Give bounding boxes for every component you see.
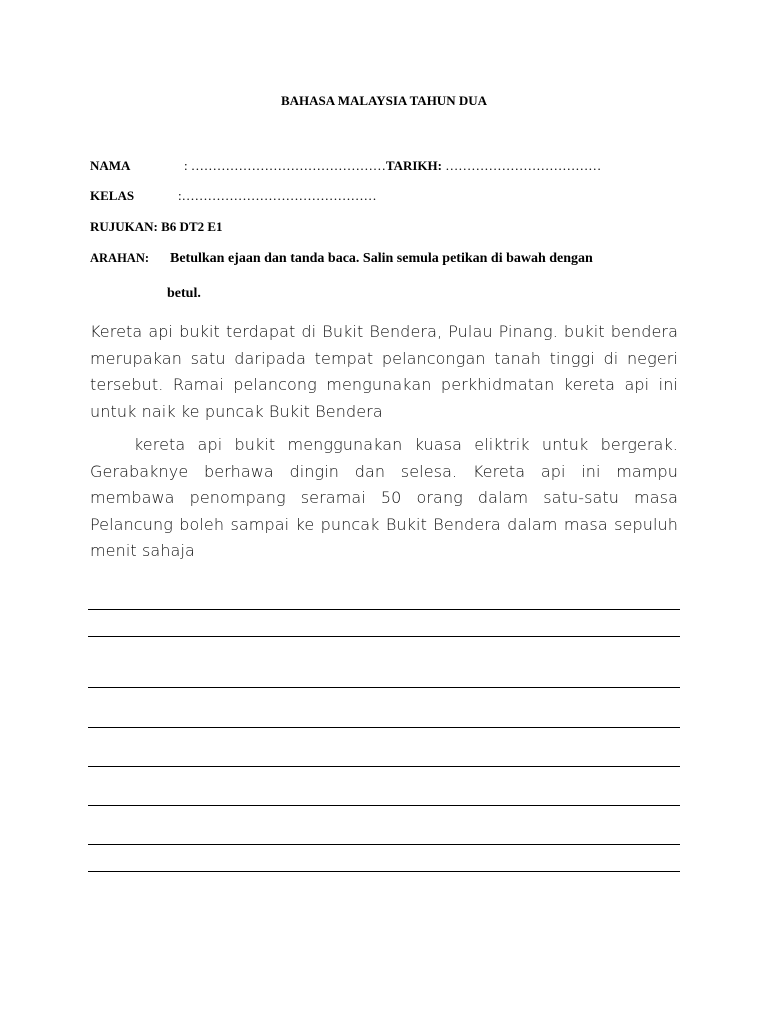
rujukan-field: RUJUKAN: B6 DT2 E1	[90, 219, 223, 234]
arahan-continuation: betul.	[167, 286, 201, 301]
kelas-field	[90, 188, 377, 204]
writing-line[interactable]	[88, 727, 680, 728]
nama-label: NAMA	[90, 158, 131, 173]
kelas-label: KELAS	[90, 188, 135, 203]
nama-blank: : ………………………………………	[184, 158, 386, 173]
arahan-text: Betulkan ejaan dan tanda baca. Salin semula petikan di bawah dengan	[170, 251, 593, 266]
writing-line[interactable]	[88, 844, 680, 845]
writing-line[interactable]	[88, 687, 680, 688]
passage-paragraph-2: kereta api bukit menggunakan kuasa eliktrik untuk bergerak. Gerabaknye berhawa dingin dan selesa. Kereta api ini mampu membawa penompang seramai 50 orang dalam satu-satu masa Pelancung boleh sampai ke puncak Bukit Bendera dalam masa sepuluh menit sahaja	[90, 435, 678, 560]
kelas-blank: :………………………………………	[178, 188, 377, 203]
writing-line[interactable]	[88, 766, 680, 767]
tarikh-blank: ………………………………	[441, 158, 602, 173]
arahan-field	[90, 250, 593, 267]
writing-line[interactable]	[88, 805, 680, 806]
arahan-label: ARAHAN:	[90, 251, 150, 265]
passage-paragraph-1: Kereta api bukit terdapat di Bukit Bendera, Pulau Pinang. bukit bendera merupakan satu daripada tempat pelancongan tanah tinggi di negeri tersebut. Ramai pelancong mengunakan perkhidmatan kereta api ini untuk naik ke puncak Bukit Bendera	[90, 322, 678, 421]
writing-line[interactable]	[88, 636, 680, 637]
worksheet-title: BAHASA MALAYSIA TAHUN DUA	[281, 93, 487, 108]
nama-field	[90, 158, 601, 174]
writing-line[interactable]	[88, 609, 680, 610]
tarikh-label: TARIKH:	[385, 158, 442, 173]
writing-line[interactable]	[88, 871, 680, 872]
